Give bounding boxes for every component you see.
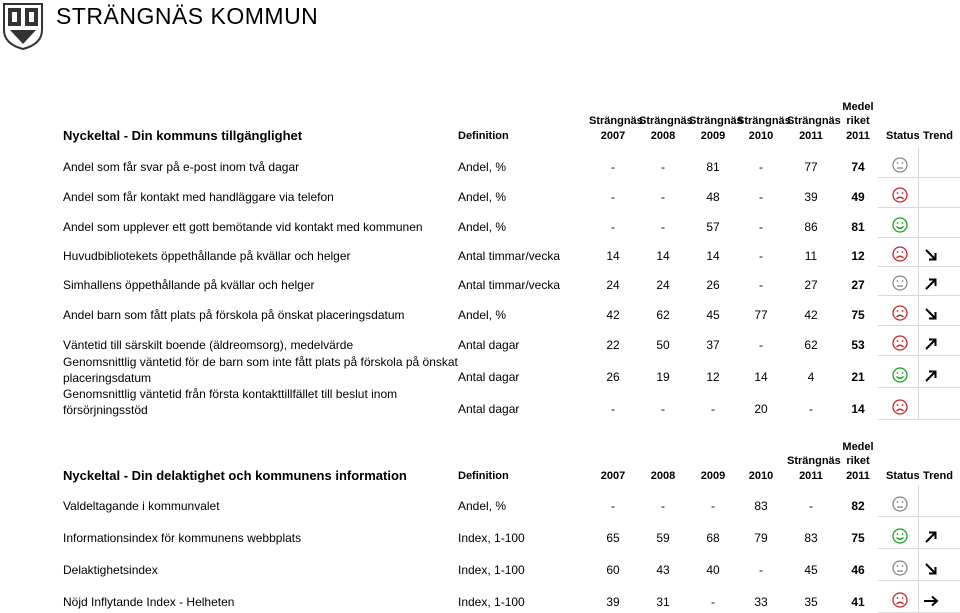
row-value: - — [661, 190, 665, 204]
row-value: 27 — [804, 278, 818, 292]
row-national-average: 75 — [851, 531, 865, 545]
row-value: 65 — [606, 531, 620, 545]
column-header-year: 2008 — [650, 130, 676, 142]
row-value: - — [759, 220, 763, 234]
row-value: - — [611, 160, 615, 174]
status-ok-smiley-icon — [892, 367, 908, 383]
row-value: 45 — [706, 308, 720, 322]
row-name: Huvudbibliotekets öppethållande på kvällar och helger — [63, 249, 351, 263]
status-neutral-smiley-icon — [892, 496, 908, 512]
row-national-average: 74 — [851, 160, 865, 174]
status-column-divider — [918, 485, 919, 613]
row-definition: Andel, % — [458, 190, 507, 204]
accessibility-table — [0, 90, 960, 430]
avg-header-l1: Medel — [842, 441, 874, 453]
row-value: - — [611, 402, 615, 416]
table-row — [0, 517, 960, 549]
row-value: - — [759, 190, 763, 204]
row-name: Väntetid till särskilt boende (äldreomsorg), medelvärde — [63, 338, 354, 352]
row-name: Andel som får kontakt med handläggare via telefon — [63, 190, 334, 204]
row-value: 45 — [804, 563, 818, 577]
row-divider — [878, 419, 960, 420]
row-value: 31 — [656, 595, 670, 609]
row-definition: Index, 1-100 — [458, 563, 525, 577]
row-value: - — [711, 402, 715, 416]
row-value: 39 — [606, 595, 620, 609]
column-header-year: 2009 — [700, 470, 726, 482]
row-value: 60 — [606, 563, 620, 577]
row-national-average: 81 — [851, 220, 865, 234]
trend-down-arrow-icon — [922, 306, 940, 322]
row-value: 33 — [754, 595, 768, 609]
status-ok-smiley-icon — [892, 217, 908, 233]
row-value: 59 — [656, 531, 670, 545]
status-header: Status — [886, 470, 920, 482]
row-national-average: 12 — [851, 249, 865, 263]
row-value: 77 — [754, 308, 768, 322]
trend-right-arrow-icon — [922, 593, 940, 609]
definition-header: Definition — [458, 130, 509, 142]
row-definition: Index, 1-100 — [458, 531, 525, 545]
participation-table — [0, 430, 960, 613]
row-value: 35 — [804, 595, 818, 609]
row-value: 24 — [656, 278, 670, 292]
row-value: 68 — [706, 531, 720, 545]
column-header-year: 2011 — [799, 130, 823, 142]
table-row — [0, 581, 960, 613]
row-value: - — [809, 499, 813, 513]
trend-header: Trend — [923, 130, 953, 142]
table-row — [0, 485, 960, 517]
row-name: Simhallens öppethållande på kvällar och helger — [63, 278, 315, 292]
row-definition: Antal timmar/vecka — [458, 278, 561, 292]
status-neutral-smiley-icon — [892, 157, 908, 173]
row-value: 14 — [606, 249, 620, 263]
table-row — [0, 148, 960, 178]
trend-down-arrow-icon — [922, 247, 940, 263]
row-value: - — [661, 220, 665, 234]
row-value: 26 — [706, 278, 720, 292]
row-definition: Andel, % — [458, 499, 507, 513]
row-value: - — [661, 160, 665, 174]
status-header: Status — [886, 130, 920, 142]
column-header-municipality: Strängnäs — [787, 455, 841, 467]
row-name: Valdeltagande i kommunvalet — [63, 499, 220, 513]
row-value: 83 — [754, 499, 768, 513]
row-national-average: 41 — [851, 595, 865, 609]
row-national-average: 53 — [851, 338, 865, 352]
row-value: 42 — [804, 308, 818, 322]
row-value: 40 — [706, 563, 720, 577]
row-national-average: 27 — [851, 278, 865, 292]
status-bad-smiley-icon — [892, 592, 908, 608]
row-value: 42 — [606, 308, 620, 322]
row-value: 20 — [754, 402, 768, 416]
row-value: 39 — [804, 190, 818, 204]
row-name: Genomsnittlig väntetid för de barn som inte fått plats på förskola på önskat — [63, 355, 458, 369]
table-title: Nyckeltal - Din delaktighet och kommunens information — [63, 468, 407, 483]
table-row — [0, 388, 960, 420]
row-value: 62 — [656, 308, 670, 322]
table-row — [0, 356, 960, 388]
column-header-municipality: Strängnäs — [689, 115, 743, 127]
row-name: Nöjd Inflytande Index - Helheten — [63, 595, 235, 609]
table-row — [0, 296, 960, 326]
status-neutral-smiley-icon — [892, 275, 908, 291]
row-value: 62 — [804, 338, 818, 352]
avg-header-l2: riket — [846, 115, 870, 127]
row-name: Informationsindex för kommunens webbplats — [63, 531, 302, 545]
row-value: 81 — [706, 160, 720, 174]
row-value: - — [661, 402, 665, 416]
row-value: 48 — [706, 190, 720, 204]
trend-up-arrow-icon — [922, 529, 940, 545]
row-value: - — [611, 220, 615, 234]
row-name: Andel som upplever ett gott bemötande vid kontakt med kommunen — [63, 220, 423, 234]
column-header-year: 2010 — [748, 470, 774, 482]
municipality-crest-icon — [2, 2, 44, 50]
row-name-continued: försörjningsstöd — [63, 403, 148, 417]
row-definition: Andel, % — [458, 220, 507, 234]
row-value: 12 — [706, 370, 720, 384]
status-bad-smiley-icon — [892, 246, 908, 262]
row-value: - — [711, 499, 715, 513]
row-value: 26 — [606, 370, 620, 384]
trend-up-arrow-icon — [922, 276, 940, 292]
row-value: 22 — [606, 338, 620, 352]
row-value: - — [759, 249, 763, 263]
trend-up-arrow-icon — [922, 368, 940, 384]
row-value: 4 — [807, 370, 815, 384]
definition-header: Definition — [458, 470, 509, 482]
table-row — [0, 208, 960, 238]
table-row — [0, 178, 960, 208]
row-definition: Antal dagar — [458, 370, 520, 384]
trend-down-arrow-icon — [922, 561, 940, 577]
row-value: 83 — [804, 531, 818, 545]
row-value: 57 — [706, 220, 720, 234]
status-bad-smiley-icon — [892, 335, 908, 351]
row-definition: Andel, % — [458, 308, 507, 322]
column-header-year: 2010 — [748, 130, 774, 142]
avg-header-l3: 2011 — [846, 130, 870, 142]
row-value: - — [759, 160, 763, 174]
row-value: - — [611, 499, 615, 513]
row-definition: Index, 1-100 — [458, 595, 525, 609]
table-row — [0, 238, 960, 267]
row-national-average: 49 — [851, 190, 865, 204]
row-value: 37 — [706, 338, 720, 352]
row-value: 50 — [656, 338, 670, 352]
row-national-average: 21 — [851, 370, 865, 384]
row-national-average: 46 — [851, 563, 865, 577]
column-header-year: 2011 — [799, 470, 823, 482]
column-header-year: 2007 — [600, 130, 626, 142]
row-value: - — [711, 595, 715, 609]
table-row — [0, 267, 960, 296]
status-ok-smiley-icon — [892, 528, 908, 544]
row-value: 77 — [804, 160, 818, 174]
row-value: - — [759, 278, 763, 292]
column-header-year: 2007 — [600, 470, 626, 482]
row-definition: Antal timmar/vecka — [458, 249, 561, 263]
row-value: 14 — [656, 249, 670, 263]
row-value: 86 — [804, 220, 818, 234]
status-bad-smiley-icon — [892, 187, 908, 203]
column-header-municipality: Strängnäs — [589, 115, 643, 127]
row-value: 24 — [606, 278, 620, 292]
column-header-municipality: Strängnäs — [639, 115, 693, 127]
row-value: 43 — [656, 563, 670, 577]
row-name: Genomsnittlig väntetid från första kontakttillfället till beslut inom — [63, 387, 398, 401]
status-bad-smiley-icon — [892, 305, 908, 321]
brand-name: STRÄNGNÄS KOMMUN — [56, 3, 319, 29]
row-value: 19 — [656, 370, 670, 384]
row-name-continued: placeringsdatum — [63, 371, 152, 385]
table-row — [0, 549, 960, 581]
row-name: Delaktighetsindex — [63, 563, 158, 577]
avg-header-l2: riket — [846, 455, 870, 467]
page-header — [0, 0, 960, 52]
row-value: 79 — [754, 531, 768, 545]
status-bad-smiley-icon — [892, 399, 908, 415]
row-national-average: 82 — [851, 499, 865, 513]
trend-header: Trend — [923, 470, 953, 482]
column-header-municipality: Strängnäs — [787, 115, 841, 127]
row-name: Andel som får svar på e-post inom två dagar — [63, 160, 300, 174]
column-header-year: 2009 — [700, 130, 726, 142]
table-row — [0, 326, 960, 356]
row-value: 14 — [706, 249, 720, 263]
row-value: - — [661, 499, 665, 513]
status-column-divider — [918, 148, 919, 420]
column-header-year: 2008 — [650, 470, 676, 482]
avg-header-l1: Medel — [842, 101, 874, 113]
row-name: Andel barn som fått plats på förskola på önskat placeringsdatum — [63, 308, 405, 322]
row-definition: Andel, % — [458, 160, 507, 174]
row-value: 14 — [754, 370, 768, 384]
status-neutral-smiley-icon — [892, 560, 908, 576]
row-definition: Antal dagar — [458, 402, 520, 416]
column-header-municipality: Strängnäs — [737, 115, 791, 127]
row-value: - — [759, 563, 763, 577]
trend-up-arrow-icon — [922, 336, 940, 352]
row-definition: Antal dagar — [458, 338, 520, 352]
row-value: - — [611, 190, 615, 204]
table-title: Nyckeltal - Din kommuns tillgänglighet — [63, 128, 303, 143]
row-national-average: 75 — [851, 308, 865, 322]
row-value: - — [759, 338, 763, 352]
row-national-average: 14 — [851, 402, 865, 416]
row-value: - — [809, 402, 813, 416]
row-value: 11 — [804, 249, 818, 263]
avg-header-l3: 2011 — [846, 470, 870, 482]
